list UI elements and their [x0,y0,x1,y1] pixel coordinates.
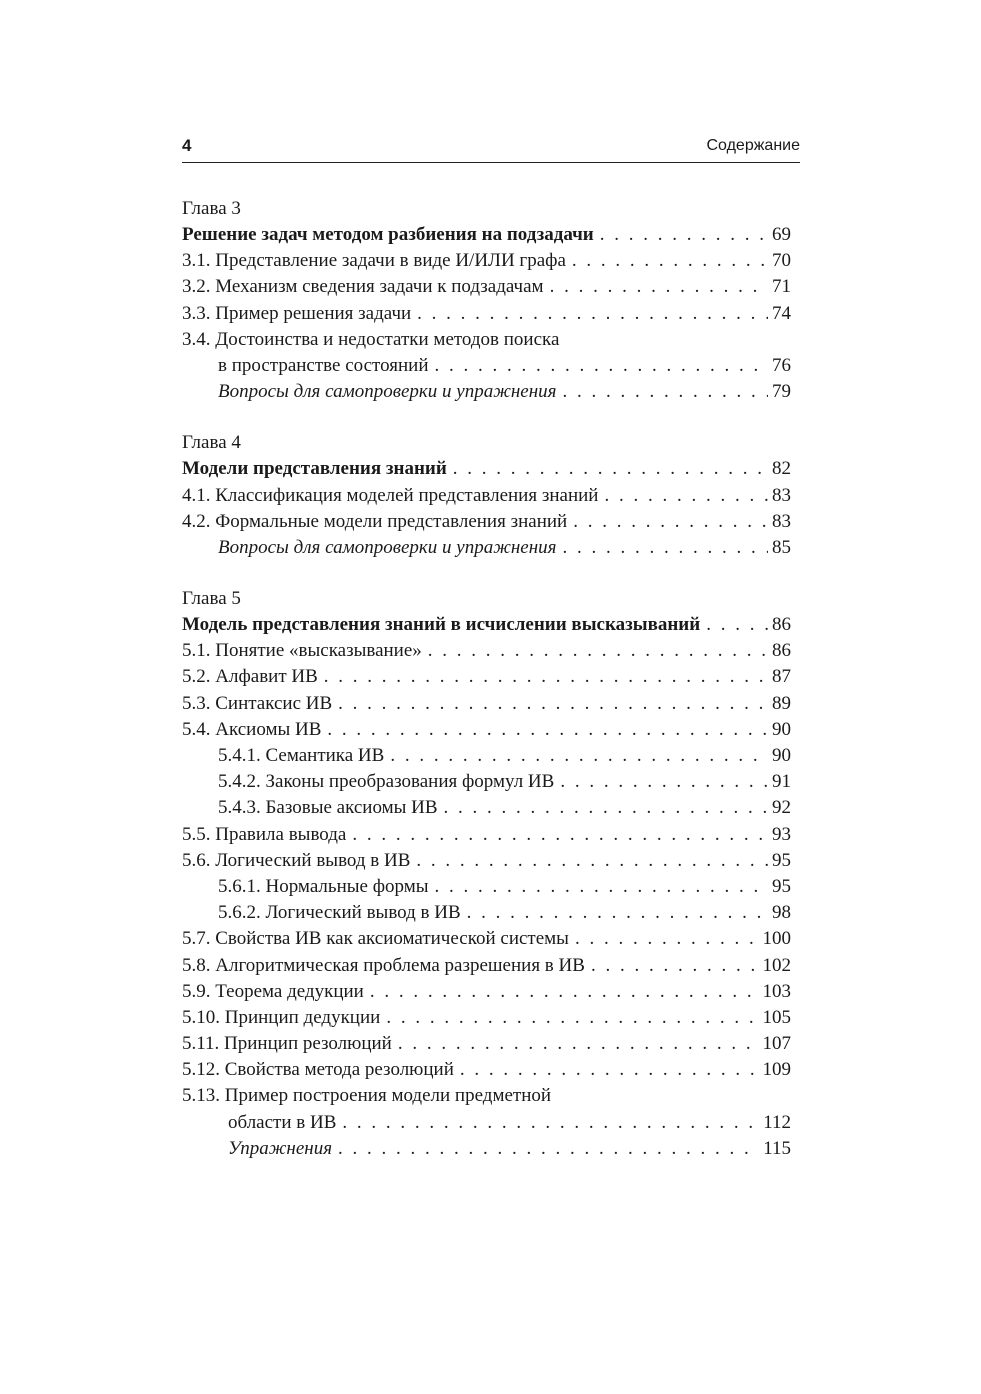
leader-dots [338,691,768,717]
leader-dots [434,353,768,379]
toc-entry-continuation[interactable] [182,353,791,379]
toc-entry-title: 4.2. Формальные модели представления знаний [182,510,568,532]
leader-dots [572,248,768,274]
toc-entry[interactable] [182,509,791,535]
chapter-4 [182,430,791,561]
running-title: Содержание [706,137,800,154]
toc-entry-title: 5.4.2. Законы преобразования формул ИВ [218,771,555,793]
leader-dots [398,1031,759,1057]
toc-entry-title: 5.4. Аксиомы ИВ [182,718,322,740]
toc-entry-title: Решение задач методом разбиения на подзадачи [182,224,594,245]
toc-page-number: 90 [772,745,791,766]
toc-entry-title: 5.8. Алгоритмическая проблема разрешения в ИВ [182,954,585,976]
toc-page-number: 74 [772,302,791,324]
toc-page-number: 93 [772,823,791,845]
toc-entry-title: в пространстве состояний [218,354,429,376]
leader-dots [417,301,768,327]
toc-entry-title: 4.1. Классификация моделей представления знаний [182,484,599,506]
table-of-contents [182,196,791,1187]
leader-dots [324,664,768,690]
leader-dots [453,456,768,482]
toc-entry-questions[interactable] [182,535,791,561]
leader-dots [706,612,768,638]
toc-entry-title: 5.9. Теорема дедукции [182,980,364,1002]
toc-entry-title: 3.4. Достоинства и недостатки методов поиска [182,328,560,350]
toc-entry-first-line[interactable] [182,1083,791,1109]
leader-dots [428,638,768,664]
toc-entry-title: 5.11. Принцип резолюций [182,1033,392,1055]
leader-dots [416,848,768,874]
toc-subentry[interactable] [182,743,791,769]
toc-entry-title: 5.6.1. Нормальные формы [218,875,429,897]
toc-entry-title: Упражнения [228,1137,333,1159]
leader-dots [573,509,768,535]
toc-entry-first-line[interactable] [182,327,791,353]
leader-dots [604,483,768,509]
toc-entry-title: 3.1. Представление задачи в виде И/ИЛИ графа [182,250,566,272]
toc-entry[interactable] [182,301,791,327]
toc-page-number: 102 [762,954,791,976]
toc-entry-title: 3.3. Пример решения задачи [182,302,412,324]
toc-page-number: 105 [762,1006,791,1028]
leader-dots [467,900,768,926]
toc-entry-title: 5.4.3. Базовые аксиомы ИВ [218,797,438,819]
toc-entry[interactable] [182,483,791,509]
leader-dots [563,379,769,405]
toc-entry-title: 3.2. Механизм сведения задачи к подзадачам [182,276,544,298]
leader-dots [560,769,768,795]
toc-subentry[interactable] [182,795,791,821]
chapter-label: Глава 3 [182,198,241,219]
toc-entry-title: Вопросы для самопроверки и упражнения [218,536,557,558]
toc-page-number: 70 [772,250,791,272]
toc-page-number: 98 [772,902,791,924]
toc-subentry[interactable] [182,769,791,795]
toc-page-number: 83 [772,484,791,506]
leader-dots [460,1057,759,1083]
toc-page-number: 71 [772,276,791,298]
toc-page-number: 85 [772,536,791,558]
toc-entry[interactable] [182,691,791,717]
toc-entry-title: Модель представления знаний в исчислении высказываний [182,614,701,636]
toc-entry[interactable] [182,1005,791,1031]
toc-entry-questions[interactable] [182,379,791,405]
leader-dots [591,953,759,979]
toc-page-number: 83 [772,510,791,532]
toc-entry[interactable] [182,822,791,848]
toc-entry[interactable] [182,638,791,664]
leader-dots [327,717,768,743]
toc-entry[interactable] [182,979,791,1005]
leader-dots [352,822,768,848]
toc-page-number: 87 [772,666,791,688]
toc-entry-title: 5.2. Алфавит ИВ [182,666,318,688]
toc-entry[interactable] [182,664,791,690]
toc-entry-title: 5.1. Понятие «высказывание» [182,640,422,662]
toc-page-number: 86 [772,640,791,662]
leader-dots [563,535,769,561]
toc-entry[interactable] [182,248,791,274]
toc-subentry[interactable] [182,900,791,926]
toc-page-number: 82 [772,458,791,480]
toc-entry[interactable] [182,926,791,952]
leader-dots [338,1136,759,1162]
toc-page-number: 92 [772,797,791,819]
toc-entry-title: Вопросы для самопроверки и упражнения [218,381,557,403]
toc-entry-chapter-title[interactable] [182,456,791,482]
toc-entry[interactable] [182,1031,791,1057]
toc-entry-title: области в ИВ [228,1111,337,1133]
leader-dots [550,274,768,300]
toc-entry-title: 5.6. Логический вывод в ИВ [182,849,411,871]
page-number: 4 [182,136,192,155]
toc-page-number: 95 [772,849,791,871]
toc-entry-chapter-title[interactable] [182,612,791,638]
toc-entry-title: 5.12. Свойства метода резолюций [182,1059,454,1081]
toc-entry-title: 5.10. Принцип дедукции [182,1006,381,1028]
toc-subentry[interactable] [182,874,791,900]
toc-entry-title: 5.6.2. Логический вывод в ИВ [218,902,461,924]
toc-page-number: 107 [762,1033,791,1055]
leader-dots [435,874,768,900]
toc-page-number: 100 [762,928,791,950]
toc-page-number: 79 [772,381,791,403]
toc-entry-chapter-title[interactable] [182,222,791,248]
toc-entry-title: 5.7. Свойства ИВ как аксиоматической системы [182,928,569,950]
chapter-label: Глава 5 [182,588,241,610]
leader-dots [444,795,768,821]
toc-entry[interactable] [182,717,791,743]
toc-entry-exercises[interactable] [182,1136,791,1162]
toc-page-number: 76 [772,354,791,376]
toc-page-number: 89 [772,692,791,714]
toc-entry[interactable] [182,274,791,300]
leader-dots [600,222,768,248]
leader-dots [390,743,768,769]
toc-page-number: 112 [763,1111,791,1133]
chapter-label: Глава 4 [182,432,241,454]
toc-entry[interactable] [182,1057,791,1083]
toc-page-number: 109 [762,1059,791,1081]
toc-entry-title: Модели представления знаний [182,458,447,480]
toc-entry-title: 5.5. Правила вывода [182,823,347,845]
toc-page-number: 95 [772,875,791,897]
running-header [182,136,800,163]
toc-page-number: 115 [763,1137,791,1159]
toc-page-number: 69 [772,224,791,245]
toc-entry[interactable] [182,848,791,874]
leader-dots [575,926,759,952]
toc-page-number: 90 [772,718,791,740]
leader-dots [342,1110,759,1136]
toc-page-number: 86 [772,614,791,636]
toc-entry[interactable] [182,953,791,979]
toc-entry-title: 5.4.1. Семантика ИВ [218,745,385,766]
toc-entry-title: 5.13. Пример построения модели предметной [182,1085,552,1107]
toc-entry-title: 5.3. Синтаксис ИВ [182,692,333,714]
leader-dots [386,1005,758,1031]
chapter-5 [182,586,791,1162]
leader-dots [370,979,759,1005]
toc-page-number: 103 [762,980,791,1002]
chapter-3 [182,196,791,405]
toc-page-number: 91 [772,771,791,793]
toc-entry-continuation[interactable] [182,1110,791,1136]
